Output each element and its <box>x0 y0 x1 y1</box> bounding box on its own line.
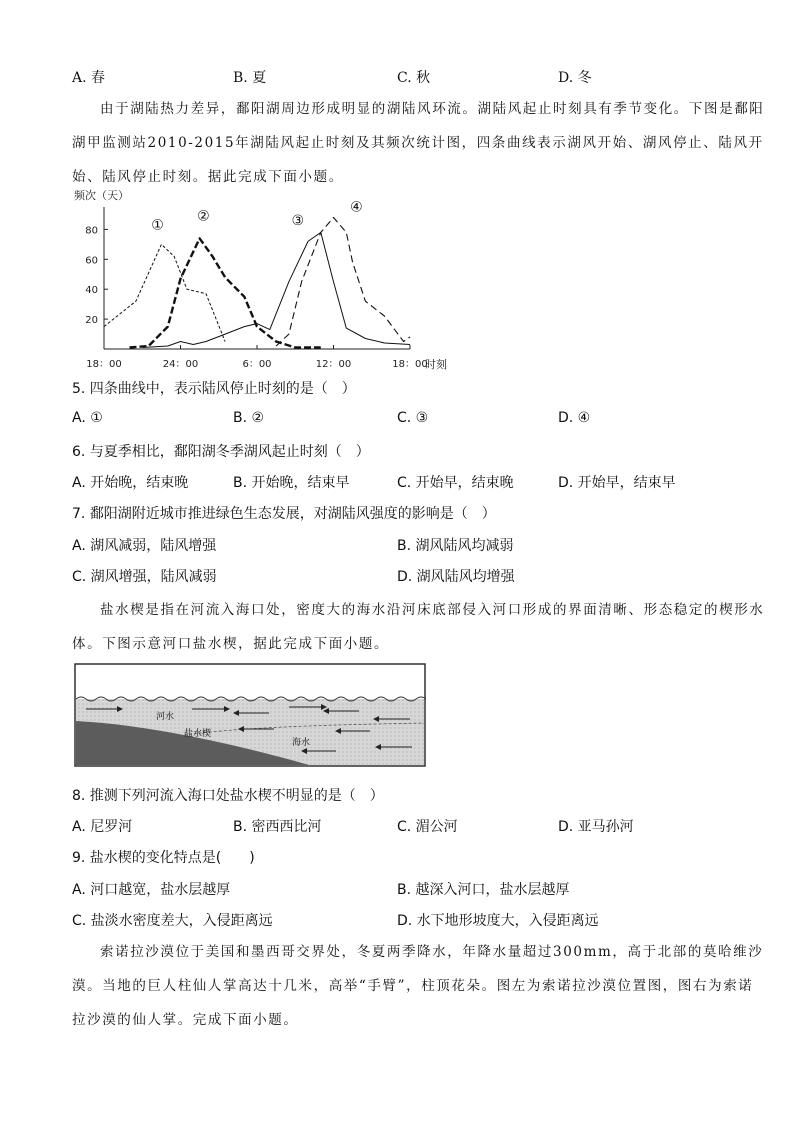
intro1-line: 由于湖陆热力差异，鄱阳湖周边形成明显的湖陆风环流。湖陆风起止时刻具有季节变化。下图是鄱阳 <box>100 101 765 117</box>
intro-paragraph-lake-breeze <box>72 92 765 194</box>
top-option-a: A. 春 <box>72 70 106 86</box>
q7-stem: 7. 鄱阳湖附近城市推进绿色生态发展，对湖陆风强度的影响是（ ） <box>72 506 496 522</box>
top-option-b: B. 夏 <box>233 70 267 86</box>
q9-option-d[interactable]: D. 水下地形坡度大，入侵距离远 <box>397 913 599 929</box>
salt-wedge-label: 盐水楔 <box>184 729 212 739</box>
q8-option-c[interactable]: C. 湄公河 <box>397 819 458 835</box>
q5-option-b[interactable]: B. ② <box>233 410 265 426</box>
q9-option-a[interactable]: A. 河口越宽，盐水层越厚 <box>72 882 231 898</box>
salt-wedge-diagram <box>74 663 426 767</box>
series-line-2 <box>130 238 321 347</box>
q6-stem: 6. 与夏季相比，鄱阳湖冬季湖风起止时刻（ ） <box>72 444 370 460</box>
y-tick-label: 20 <box>85 315 98 327</box>
q8-option-a[interactable]: A. 尼罗河 <box>72 819 133 835</box>
y-tick-label: 60 <box>85 255 98 267</box>
q5-option-a[interactable]: A. ① <box>72 410 103 426</box>
q9-stem: 9. 盐水楔的变化特点是( ) <box>72 850 255 866</box>
x-tick-label: 6：00 <box>242 359 272 370</box>
series-label-1: ① <box>151 217 164 234</box>
q8-stem: 8. 推测下列河流入海口处盐水楔不明显的是（ ） <box>72 788 384 804</box>
x-tick-label: 18：00 <box>392 359 428 370</box>
series-label-3: ③ <box>291 212 305 229</box>
series-line-4 <box>276 218 410 347</box>
q6-option-b[interactable]: B. 开始晚，结束早 <box>233 475 350 491</box>
series-line-1 <box>104 244 225 341</box>
series-label-2: ② <box>197 208 210 225</box>
intro-paragraph-sonoran-desert <box>72 935 764 1037</box>
sea-water-label: 海水 <box>292 738 311 748</box>
intro2-line: 盐水楔是指在河流入海口处，密度大的海水沿河床底部侵入河口形成的界面清晰、形态稳定的楔形水 <box>100 602 765 618</box>
series-line-3 <box>142 232 410 347</box>
q7-option-b[interactable]: B. 湖风陆风均减弱 <box>397 538 514 554</box>
lake-land-breeze-chart <box>70 183 460 373</box>
intro3-line: 拉沙漠的仙人掌。完成下面小题。 <box>72 1012 299 1028</box>
q9-option-b[interactable]: B. 越深入河口，盐水层越厚 <box>397 882 570 898</box>
q7-option-c[interactable]: C. 湖风增强，陆风减弱 <box>72 569 217 585</box>
q6-option-d[interactable]: D. 开始早，结束早 <box>558 475 676 491</box>
q5-stem: 5. 四条曲线中，表示陆风停止时刻的是（ ） <box>72 381 356 397</box>
intro-paragraph-salt-wedge <box>72 593 765 661</box>
q5-option-d[interactable]: D. ④ <box>558 410 591 426</box>
x-axis-label: 时刻 <box>425 358 447 371</box>
x-tick-label: 24：00 <box>162 359 199 370</box>
q6-option-a[interactable]: A. 开始晚，结束晚 <box>72 475 189 491</box>
top-option-d: D. 冬 <box>558 70 592 86</box>
x-tick-label: 12：00 <box>315 359 352 370</box>
river-water-label: 河水 <box>156 712 175 722</box>
y-tick-label: 40 <box>85 285 98 297</box>
intro3-line: 漠。当地的巨人柱仙人掌高达十几米，高举“手臂”，柱顶花朵。图左为索诺拉沙漠位置图，图右为索诺 <box>72 978 754 994</box>
y-tick-label: 80 <box>85 225 98 237</box>
series-label-4: ④ <box>350 199 363 216</box>
q9-option-c[interactable]: C. 盐淡水密度差大，入侵距离远 <box>72 913 273 929</box>
q7-option-d[interactable]: D. 湖风陆风均增强 <box>397 569 515 585</box>
intro3-line: 索诺拉沙漠位于美国和墨西哥交界处，冬夏两季降水，年降水量超过300mm，高于北部的莫哈维沙 <box>100 944 764 960</box>
q6-option-c[interactable]: C. 开始早，结束晚 <box>397 475 514 491</box>
x-tick-label: 18：00 <box>86 359 122 370</box>
q5-option-c[interactable]: C. ③ <box>397 410 429 426</box>
top-option-c: C. 秋 <box>397 70 431 86</box>
intro1-line: 始、陆风停止时刻。据此完成下面小题。 <box>72 169 344 185</box>
q7-option-a[interactable]: A. 湖风减弱，陆风增强 <box>72 538 217 554</box>
q8-option-d[interactable]: D. 亚马孙河 <box>558 819 634 835</box>
y-axis-label: 频次（天） <box>74 189 129 202</box>
intro1-line: 湖甲监测站2010-2015年湖陆风起止时刻及其频次统计图，四条曲线表示湖风开始、湖风停止、陆风开 <box>72 135 764 151</box>
q8-option-b[interactable]: B. 密西西比河 <box>233 819 322 835</box>
intro2-line: 体。下图示意河口盐水楔，据此完成下面小题。 <box>72 636 390 652</box>
